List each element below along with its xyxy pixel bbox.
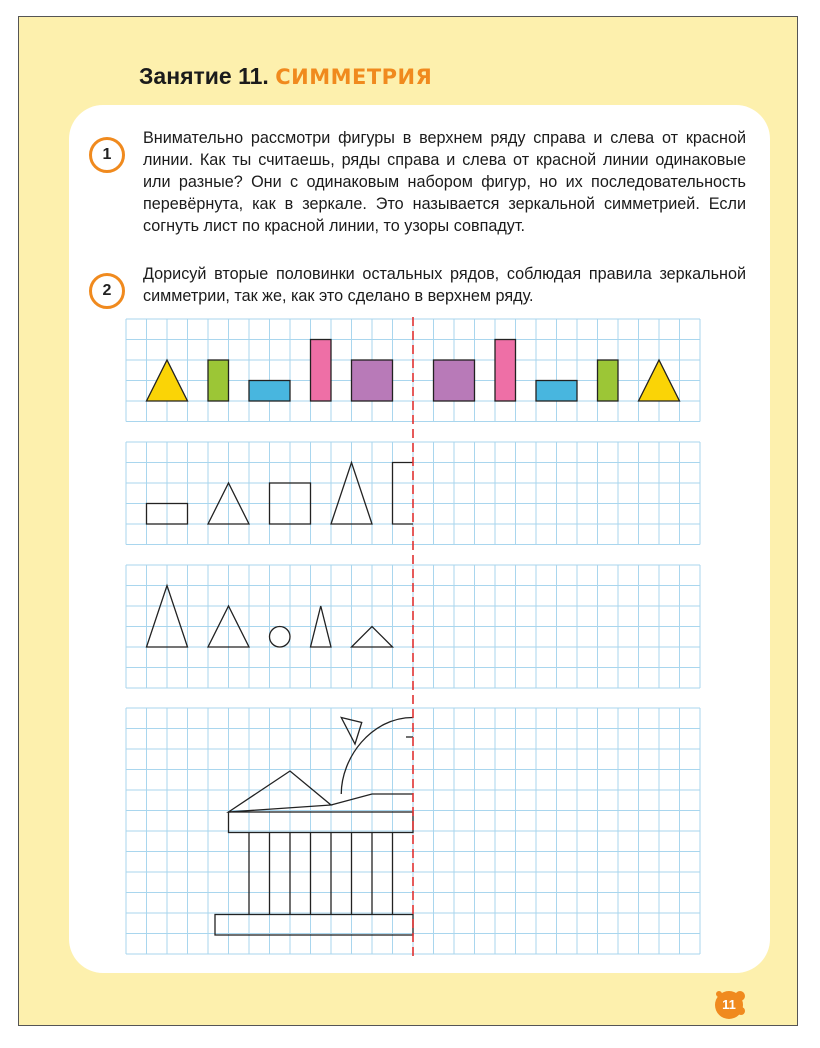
- blue-rectangle-right: [536, 381, 577, 402]
- task-1-text: Внимательно рассмотри фигуры в верхнем ряду справа и слева от красной линии. Как ты считаешь, ряды справа и слева от красной линии одинаковые или разные? Они с одинаковым набором фигур, но их последовательность перевёрнута, как в зеркале. Это называется зеркальной симметрией. Если согнуть лист по красной линии, то узоры совпадут.: [143, 129, 746, 235]
- pink-rectangle-right: [495, 340, 516, 402]
- page-frame: [18, 16, 798, 1026]
- blue-rectangle-left: [249, 381, 290, 402]
- task-2-number: 2: [102, 282, 112, 299]
- pink-rectangle-left: [311, 340, 332, 402]
- green-rectangle-left: [208, 360, 229, 401]
- green-rectangle-right: [598, 360, 619, 401]
- lesson-number: Занятие 11.: [139, 63, 269, 89]
- page-number: 11: [722, 997, 736, 1012]
- purple-square-left: [352, 360, 393, 401]
- lesson-topic: СИММЕТРИЯ: [275, 65, 433, 89]
- task-1-number: 1: [102, 146, 112, 163]
- task-2-text: Дорисуй вторые половинки остальных рядов, соблюдая правила зеркальной симметрии, так же, как это сделано в верхнем ряду.: [143, 265, 746, 305]
- purple-square-right: [434, 360, 475, 401]
- symmetry-grids[interactable]: [19, 17, 798, 1026]
